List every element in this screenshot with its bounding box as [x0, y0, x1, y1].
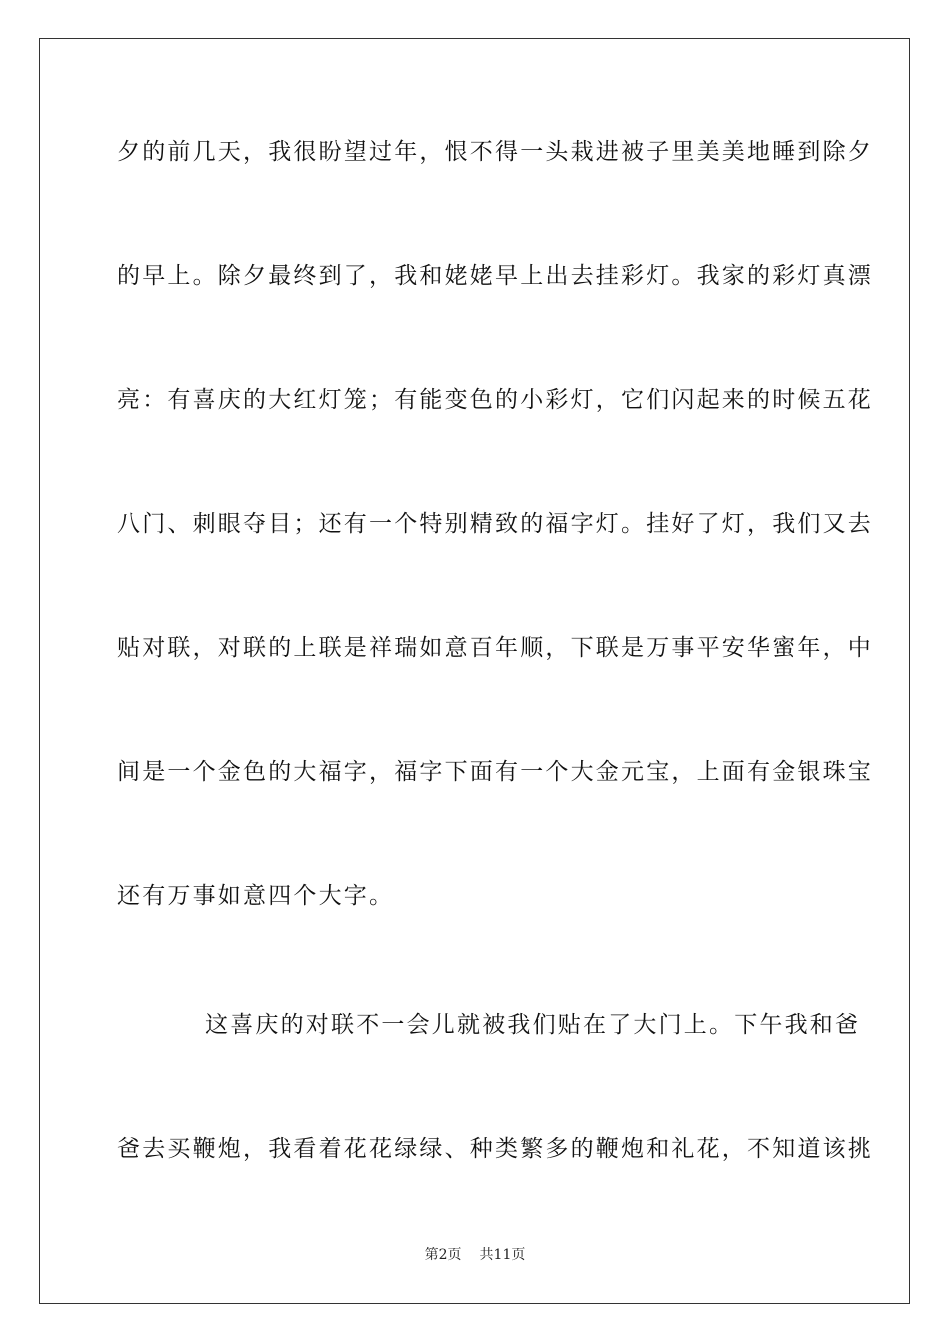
text-line: 夕的前几天，我很盼望过年，恨不得一头栽进被子里美美地睡到除夕	[117, 139, 873, 165]
text-line: 贴对联，对联的上联是祥瑞如意百年顺，下联是万事平安华蜜年，中	[117, 635, 873, 661]
text-line: 爸去买鞭炮，我看着花花绿绿、种类繁多的鞭炮和礼花，不知道该挑	[117, 1136, 873, 1162]
text-line: 的早上。除夕最终到了，我和姥姥早上出去挂彩灯。我家的彩灯真漂	[117, 263, 873, 289]
page-footer	[0, 1246, 950, 1264]
page-border	[39, 38, 910, 1304]
text-line: 八门、刺眼夺目；还有一个特别精致的福字灯。挂好了灯，我们又去	[117, 511, 873, 537]
text-line: 还有万事如意四个大字。	[117, 883, 395, 909]
paragraph-start-line: 这喜庆的对联不一会儿就被我们贴在了大门上。下午我和爸	[205, 1012, 861, 1038]
text-line: 间是一个金色的大福字，福字下面有一个大金元宝，上面有金银珠宝	[117, 759, 873, 785]
page-number: 第2页	[424, 1247, 462, 1263]
text-line: 亮：有喜庆的大红灯笼；有能变色的小彩灯，它们闪起来的时候五花	[117, 387, 873, 413]
page-total: 共11页	[479, 1247, 526, 1263]
